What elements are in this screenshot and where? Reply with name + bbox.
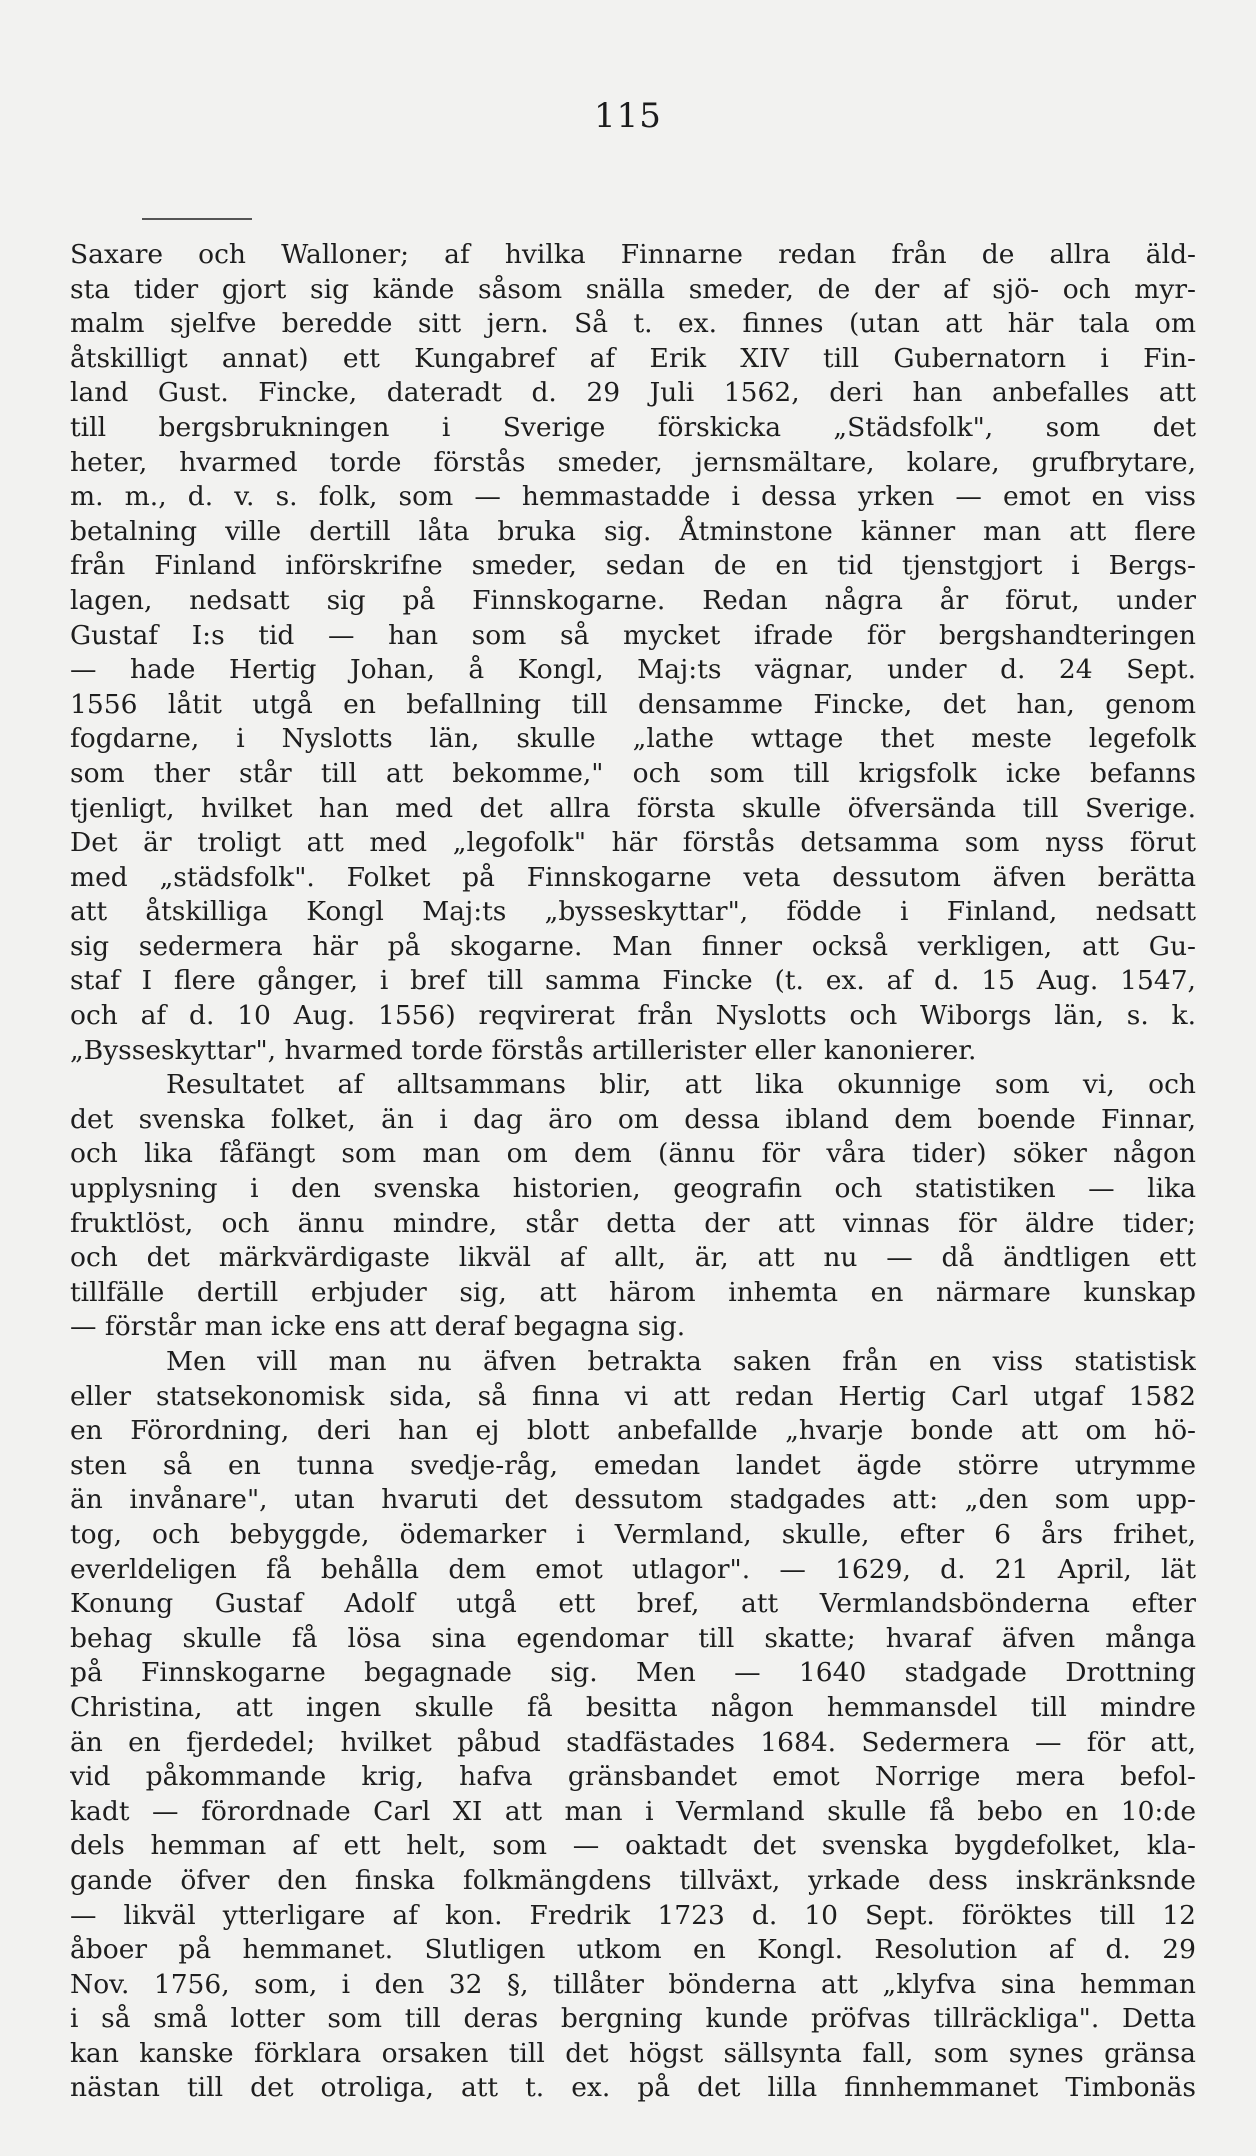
- text-line: sten så en tunna svedje-råg, emedan landet ägde större utrymme: [70, 1449, 1196, 1481]
- text-line: än invånare", utan hvaruti det dessutom stadgades att: „den som upp-: [70, 1484, 1196, 1516]
- text-line: eller statsekonomisk sida, så finna vi att redan Hertig Carl utgaf 1582: [70, 1380, 1196, 1412]
- text-line: behag skulle få lösa sina egendomar till skatte; hvaraf äfven många: [70, 1622, 1196, 1654]
- text-line: fogdarne, i Nyslotts län, skulle „lathe wttage thet meste legefolk: [70, 723, 1196, 755]
- text-line: gande öfver den finska folkmängdens tillväxt, yrkade dess inskränksnde: [70, 1864, 1196, 1896]
- text-line: med „städsfolk". Folket på Finnskogarne veta dessutom äfven berätta: [70, 861, 1196, 893]
- text-line: tillfälle dertill erbjuder sig, att härom inhemta en närmare kunskap: [70, 1276, 1196, 1308]
- text-line: lagen, nedsatt sig på Finnskogarne. Redan några år förut, under: [70, 584, 1196, 616]
- text-line: malm sjelfve beredde sitt jern. Så t. ex. finnes (utan att här tala om: [70, 308, 1196, 340]
- text-line: kadt — förordnade Carl XI att man i Vermland skulle få bebo en 10:de: [70, 1795, 1196, 1827]
- text-line: tog, och bebyggde, ödemarker i Vermland, skulle, efter 6 års frihet,: [70, 1518, 1196, 1550]
- text-line: Men vill man nu äfven betrakta saken från en viss statistisk: [166, 1346, 1196, 1377]
- text-line: everldeligen få behålla dem emot utlagor". — 1629, d. 21 April, lät: [70, 1553, 1196, 1585]
- header-rule: [142, 218, 252, 220]
- text-line: — förstår man icke ens att deraf begagna sig.: [70, 1311, 686, 1343]
- text-line: och af d. 10 Aug. 1556) reqvirerat från Nyslotts och Wiborgs län, s. k.: [70, 1000, 1196, 1032]
- text-line: tjenligt, hvilket han med det allra första skulle öfversända till Sverige.: [70, 792, 1196, 824]
- text-line: Saxare och Walloner; af hvilka Finnarne redan från de allra äld-: [70, 239, 1196, 270]
- text-line: Resultatet af alltsammans blir, att lika okunnige som vi, och: [166, 1069, 1196, 1101]
- text-line: och det märkvärdigaste likväl af allt, är, att nu — då ändtligen ett: [70, 1242, 1196, 1274]
- text-line: staf I flere gånger, i bref till samma Fincke (t. ex. af d. 15 Aug. 1547,: [70, 965, 1196, 997]
- text-line: Christina, att ingen skulle få besitta någon hemmansdel till mindre: [70, 1691, 1196, 1723]
- text-line: från Finland införskrifne smeder, sedan de en tid tjenstgjort i Bergs-: [70, 550, 1196, 582]
- text-line: än en fjerdedel; hvilket påbud stadfästades 1684. Sedermera — för att,: [70, 1726, 1196, 1758]
- text-line: som ther står till att bekomme," och som till krigsfolk icke befanns: [70, 757, 1196, 789]
- text-line: kan kanske förklara orsaken till det högst sällsynta fall, som synes gränsa: [70, 2037, 1196, 2069]
- text-line: att åtskilliga Kongl Maj:ts „bysseskyttar", födde i Finland, nedsatt: [70, 896, 1196, 928]
- text-line: 1556 låtit utgå en befallning till densamme Fincke, det han, genom: [70, 688, 1196, 720]
- text-line: fruktlöst, och ännu mindre, står detta der att vinnas för äldre tider;: [70, 1207, 1196, 1239]
- text-line: m. m., d. v. s. folk, som — hemmastadde i dessa yrken — emot en viss: [70, 481, 1196, 513]
- text-line: upplysning i den svenska historien, geografin och statistiken — lika: [70, 1173, 1196, 1205]
- text-line: och lika fåfängt som man om dem (ännu för våra tider) söker någon: [70, 1138, 1196, 1170]
- text-line: till bergsbrukningen i Sverige förskicka „Städsfolk", som det: [70, 411, 1196, 443]
- text-line: sig sedermera här på skogarne. Man finner också verkligen, att Gu-: [70, 930, 1196, 962]
- text-line: det svenska folket, än i dag äro om dessa ibland dem boende Finnar,: [70, 1103, 1196, 1135]
- text-line: åboer på hemmanet. Slutligen utkom en Kongl. Resolution af d. 29: [70, 1934, 1196, 1966]
- text-line: — likväl ytterligare af kon. Fredrik 1723 d. 10 Sept. föröktes till 12: [70, 1899, 1196, 1931]
- text-line: heter, hvarmed torde förstås smeder, jernsmältare, kolare, grufbrytare,: [70, 446, 1196, 478]
- body-text: [70, 238, 1196, 2106]
- text-line: Det är troligt att med „legofolk" här förstås detsamma som nyss förut: [70, 827, 1196, 859]
- text-line: sta tider gjort sig kände såsom snälla smeder, de der af sjö- och myr-: [70, 273, 1196, 305]
- text-line: Gustaf I:s tid — han som så mycket ifrade för bergshandteringen: [70, 619, 1196, 651]
- text-line: Konung Gustaf Adolf utgå ett bref, att Vermlandsbönderna efter: [70, 1588, 1196, 1620]
- text-line: betalning ville dertill låta bruka sig. Åtminstone känner man att flere: [70, 515, 1196, 547]
- text-line: i så små lotter som till deras bergning kunde pröfvas tillräckliga". Detta: [70, 2003, 1196, 2035]
- text-line: Nov. 1756, som, i den 32 §, tillåter bönderna att „klyfva sina hemman: [70, 1968, 1196, 2000]
- text-line: — hade Hertig Johan, å Kongl, Maj:ts vägnar, under d. 24 Sept.: [70, 654, 1196, 686]
- text-line: åtskilligt annat) ett Kungabref af Erik XIV till Gubernatorn i Fin-: [70, 342, 1196, 374]
- text-line: „Bysseskyttar", hvarmed torde förstås artillerister eller kanonierer.: [70, 1034, 977, 1066]
- text-line: vid påkommande krig, hafva gränsbandet emot Norrige mera befol-: [70, 1761, 1196, 1793]
- text-line: land Gust. Fincke, dateradt d. 29 Juli 1562, deri han anbefalles att: [70, 377, 1196, 409]
- text-line: dels hemman af ett helt, som — oaktadt det svenska bygdefolket, kla-: [70, 1830, 1196, 1862]
- text-line: på Finnskogarne begagnade sig. Men — 1640 stadgade Drottning: [70, 1657, 1196, 1689]
- text-line: nästan till det otroliga, att t. ex. på det lilla finnhemmanet Timbonäs: [70, 2072, 1196, 2104]
- text-line: en Förordning, deri han ej blott anbefallde „hvarje bonde att om hö-: [70, 1415, 1196, 1447]
- page-number: 115: [594, 96, 662, 136]
